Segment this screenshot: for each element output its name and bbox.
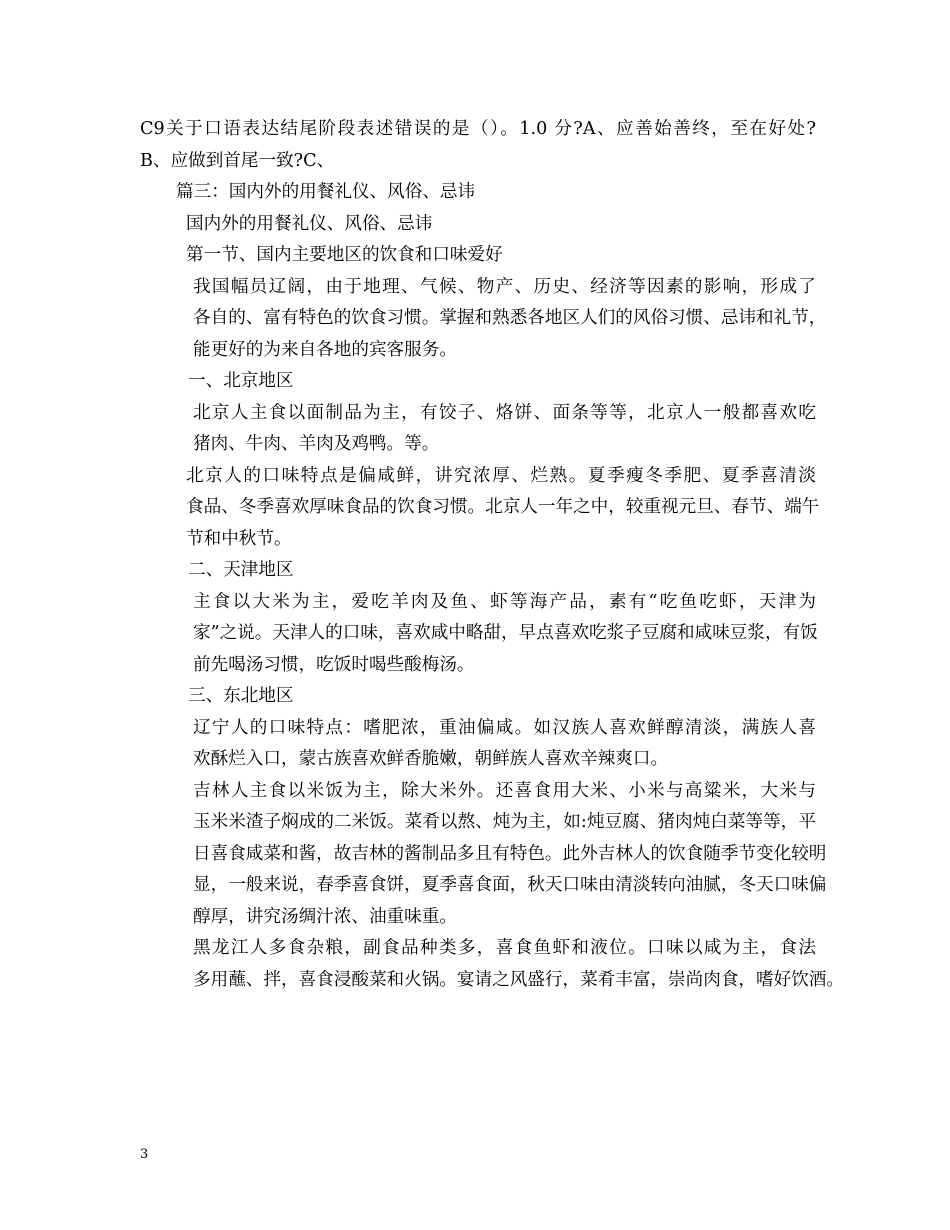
paragraph-main-title xyxy=(140,209,816,241)
paragraph-beijing-1 xyxy=(140,398,816,461)
text-line: 能更好的为来自各地的宾客服务。 xyxy=(193,339,457,360)
text-line: 篇三：国内外的用餐礼仪、风俗、忌讳 xyxy=(176,182,476,202)
text-line: B、应做到首尾一致?C、 xyxy=(140,150,335,171)
text-line: 黑龙江人多食杂粮，副食品种类多，喜食鱼虾和液位。口味以咸为主，食法 xyxy=(193,938,816,958)
text-line: 醇厚，讲究汤绸汁浓、油重味重。 xyxy=(193,906,457,927)
text-line: 节和中秋节。 xyxy=(186,528,292,549)
paragraph-jilin xyxy=(140,776,827,934)
paragraph-dongbei-heading xyxy=(140,681,816,713)
paragraph-section1-title xyxy=(140,240,816,272)
paragraph-beijing-2 xyxy=(140,461,820,556)
text-line: 国内外的用餐礼仪、风俗、忌讳 xyxy=(186,213,433,234)
paragraph-tianjin-1 xyxy=(140,587,816,682)
paragraph-heilongjiang xyxy=(140,933,844,996)
text-line: 一、北京地区 xyxy=(188,371,294,391)
text-line: 欢酥烂入口，蒙古族喜欢鲜香脆嫩，朝鲜族人喜欢辛辣爽口。 xyxy=(193,749,669,769)
document-body xyxy=(140,114,844,996)
text-line: 北京人的口味特点是偏咸鲜，讲究浓厚、烂熟。夏季瘦冬季肥、夏季喜清淡 xyxy=(186,465,816,486)
text-line: 各自的、富有特色的饮食习惯。掌握和熟悉各地区人们的风俗习惯、忌讳和礼节， xyxy=(193,308,827,328)
text-line: 二、天津地区 xyxy=(188,560,294,580)
text-line: 玉米米渣子焖成的二米饭。菜肴以熬、炖为主，如:炖豆腐、猪肉炖白菜等等，平 xyxy=(193,812,816,832)
page-number: 3 xyxy=(140,1147,149,1162)
text-line: 显，一般来说，春季喜食饼，夏季喜食面，秋天口味由清淡转向油腻，冬天口味偏 xyxy=(193,875,827,895)
paragraph-tianjin-heading xyxy=(140,555,816,587)
text-line: 主食以大米为主，爱吃羊肉及鱼、虾等海产品，素有“吃鱼吃虾，天津为 xyxy=(193,591,816,612)
text-line: 吉林人主食以米饭为主，除大米外。还喜食用大米、小米与高粱米，大米与 xyxy=(193,780,816,801)
paragraph-beijing-heading xyxy=(140,366,816,398)
text-line: 三、东北地区 xyxy=(188,686,294,706)
text-line: 我国幅员辽阔，由于地理、气候、物产、历史、经济等因素的影响，形成了 xyxy=(193,276,816,297)
text-line: 日喜食咸菜和酱，故吉林的酱制品多且有特色。此外吉林人的饮食随季节变化较明 xyxy=(193,843,827,864)
text-line: 猪肉、牛肉、羊肉及鸡鸭。等。 xyxy=(193,434,440,454)
paragraph-c9 xyxy=(140,114,816,177)
text-line: C9关于口语表达结尾阶段表述错误的是（）。1.0 分?A、应善始善终，至在好处? xyxy=(140,119,816,139)
text-line: 食品、冬季喜欢厚味食品的饮食习惯。北京人一年之中，较重视元旦、春节、端午 xyxy=(186,497,820,517)
text-line: 前先喝汤习惯，吃饭时喝些酸梅汤。 xyxy=(193,654,475,675)
text-line: 多用蘸、拌，喜食浸酸菜和火锅。宴请之风盛行，菜肴丰富，崇尚肉食，嗜好饮酒。 xyxy=(193,969,844,990)
text-line: 辽宁人的口味特点：嗜肥浓，重油偏咸。如汉族人喜欢鲜醇清淡，满族人喜 xyxy=(193,717,816,738)
paragraph-intro xyxy=(140,272,827,367)
text-line: 家”之说。天津人的口味，喜欢咸中略甜，早点喜欢吃浆子豆腐和咸味豆浆，有饭 xyxy=(193,623,818,643)
text-line: 北京人主食以面制品为主，有饺子、烙饼、面条等等，北京人一般都喜欢吃 xyxy=(193,402,816,423)
paragraph-liaoning xyxy=(140,713,816,776)
paragraph-part3-title xyxy=(140,177,816,209)
text-line: 第一节、国内主要地区的饮食和口味爱好 xyxy=(186,245,503,265)
